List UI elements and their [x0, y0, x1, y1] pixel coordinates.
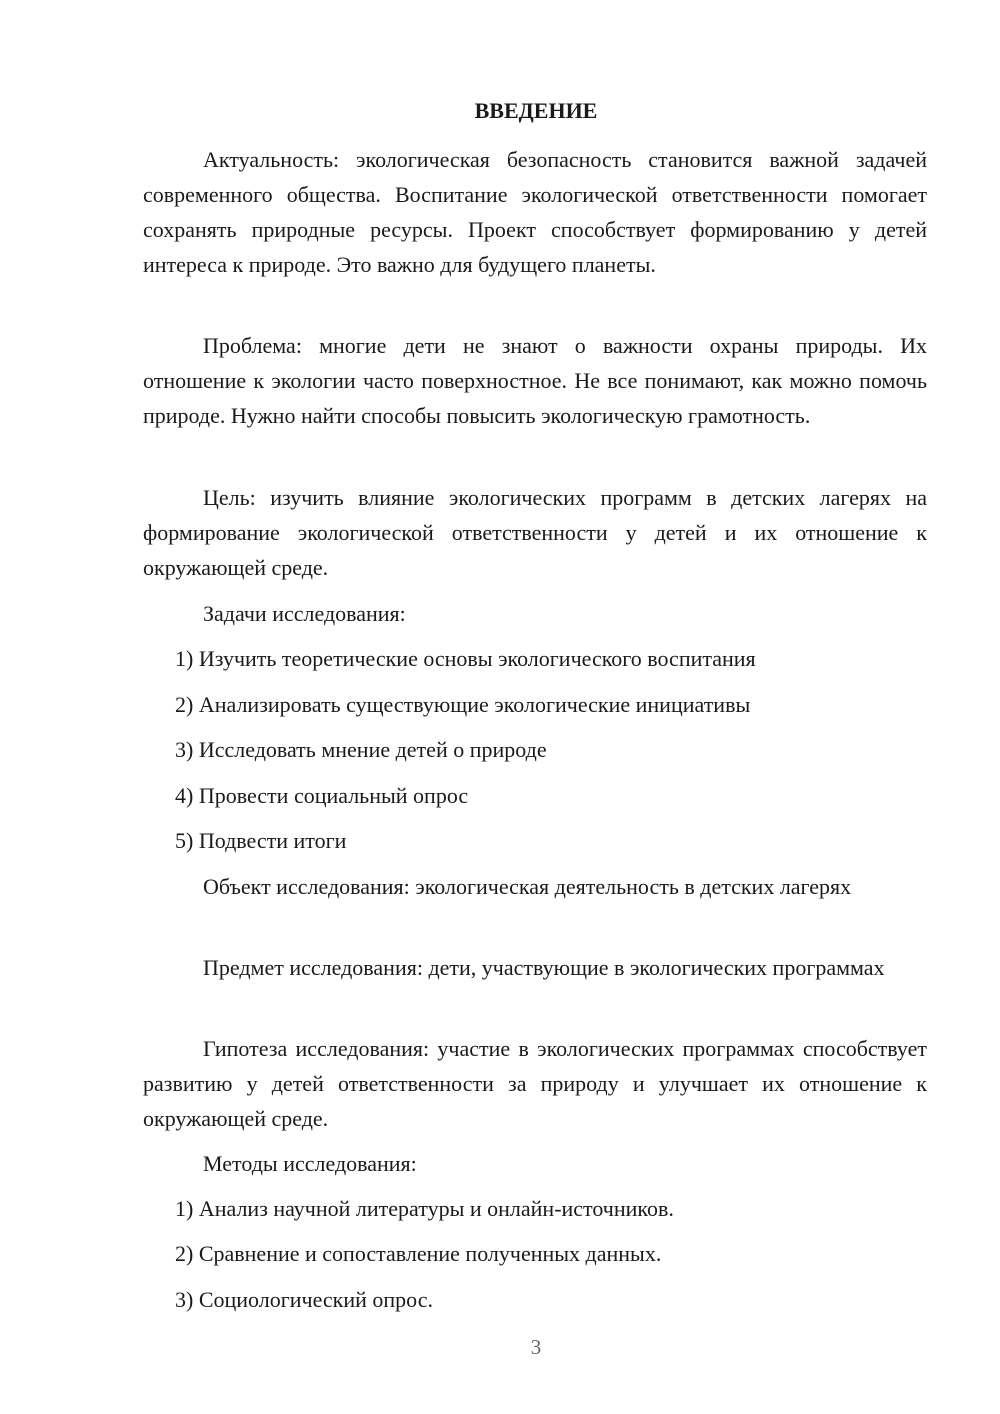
- paragraph-subject: Предмет исследования: дети, участвующие в экологических программах: [203, 955, 885, 980]
- task-item-2: 2) Анализировать существующие экологические инициативы: [175, 692, 751, 717]
- method-item-3: 3) Социологический опрос.: [175, 1287, 433, 1312]
- tasks-heading: Задачи исследования:: [203, 601, 406, 626]
- task-item-4: 4) Провести социальный опрос: [175, 783, 469, 808]
- task-item-3: 3) Исследовать мнение детей о природе: [175, 737, 547, 762]
- task-item-1: 1) Изучить теоретические основы экологического воспитания: [175, 646, 756, 671]
- paragraph-hypothesis: Гипотеза исследования: участие в экологических программах способствует развитию у детей ответственности за природу и улучшает их отношение к окружающей среде.: [143, 1036, 927, 1131]
- page-title: ВВЕДЕНИЕ: [474, 98, 598, 123]
- paragraph-relevance: Актуальность: экологическая безопасность становится важной задачей современного общества. Воспитание экологической ответственности помогает сохранять природные ресурсы. Проект способствует формированию у детей интереса к природе. Это важно для будущего планеты.: [143, 147, 927, 277]
- method-item-2: 2) Сравнение и сопоставление полученных данных.: [175, 1241, 662, 1266]
- page-number: 3: [530, 1335, 542, 1359]
- paragraph-problem: Проблема: многие дети не знают о важности охраны природы. Их отношение к экологии часто поверхностное. Не все понимают, как можно помочь природе. Нужно найти способы повысить экологическую грамотность.: [143, 333, 927, 428]
- paragraph-object: Объект исследования: экологическая деятельность в детских лагерях: [203, 874, 852, 899]
- paragraph-goal: Цель: изучить влияние экологических программ в детских лагерях на формирование экологической ответственности у детей и их отношение к окружающей среде.: [143, 485, 927, 580]
- task-item-5: 5) Подвести итоги: [175, 828, 347, 853]
- method-item-1: 1) Анализ научной литературы и онлайн-источников.: [175, 1196, 674, 1221]
- methods-heading: Методы исследования:: [203, 1151, 417, 1176]
